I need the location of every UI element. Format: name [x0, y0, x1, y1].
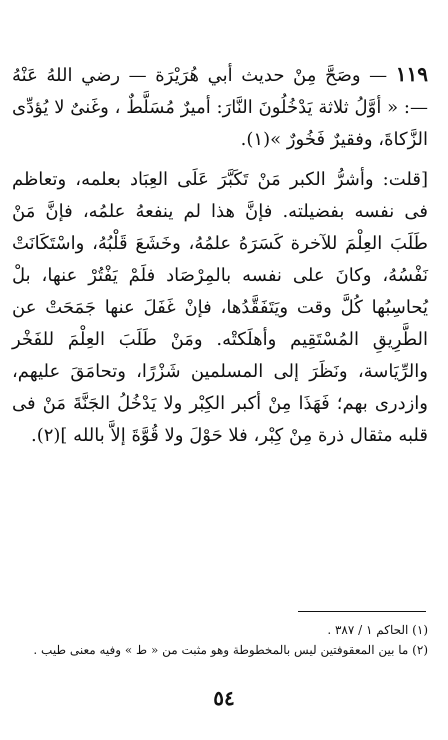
commentary-paragraph: [قلت: وأشرُّ الكبر مَنْ تَكَبَّرَ عَلَى العِبَاد بعلمه، وتعاظم فى نفسه بفضيلته. فإنَّ هذا لم ينفعهُ علمُه، فإنَّ مَنْ طَلَبَ العِلْمَ للآخرة كَسَرَهُ علمُهُ، وخَشَعَ قَلْبُهُ، واسْتَكَانَتْ نَفْسُهُ، وكانَ على نفسه بالمِرْصَاد فلَمْ يَفْتُرْ عنها، بلْ يُحاسِبُها كُلَّ وقت ويَتَفَقَّدُها، فإنْ غَفَلَ عنها جَمَحَتْ عن الطَّرِيقِ المُسْتَقِيم وأهلَكتْه. ومَنْ طَلَبَ العِلْمَ للفَخْر والرِّيَاسة، ونَظَرَ إلى المسلمين شَزْرًا، وتحامَقَ عليهم، وازدرى بهم؛ فَهَذَا مِنْ أكبر الكِبْر ولا يَدْخُلُ الجَنَّةَ مَنْ فى قلبه مثقال ذرة مِنْ كِبْر، فلا حَوْلَ ولا قُوَّةَ إلاَّ بالله ](٢). — [12, 169, 428, 446]
main-text — [12, 58, 428, 460]
hadith-paragraph — [12, 58, 428, 156]
footnote-2: (٢) ما بين المعقوفتين ليس بالمخطوطة وهو مثبت من « ط » وفيه معنى طيب . — [33, 643, 428, 657]
hadith-number: ١١٩ — [395, 62, 428, 86]
footnotes — [14, 620, 428, 660]
page-number: ٥٤ — [213, 686, 235, 710]
footnote-divider — [298, 611, 426, 612]
hadith-text: — وصَحَّ مِنْ حديث أبي هُرَيْرَة — رضي اللهُ عَنْهُ —: « أوَّلُ ثلاثة يَدْخُلُونَ النَّارَ: أميرٌ مُسَلَّطٌ ، وغَنىٌ لا يُؤدِّى الزَّكاةَ، وفقيرٌ فَخُورٌ »(١). — [12, 65, 428, 150]
footnote-1: (١) الحاكم ١ / ٣٨٧ . — [327, 623, 428, 637]
